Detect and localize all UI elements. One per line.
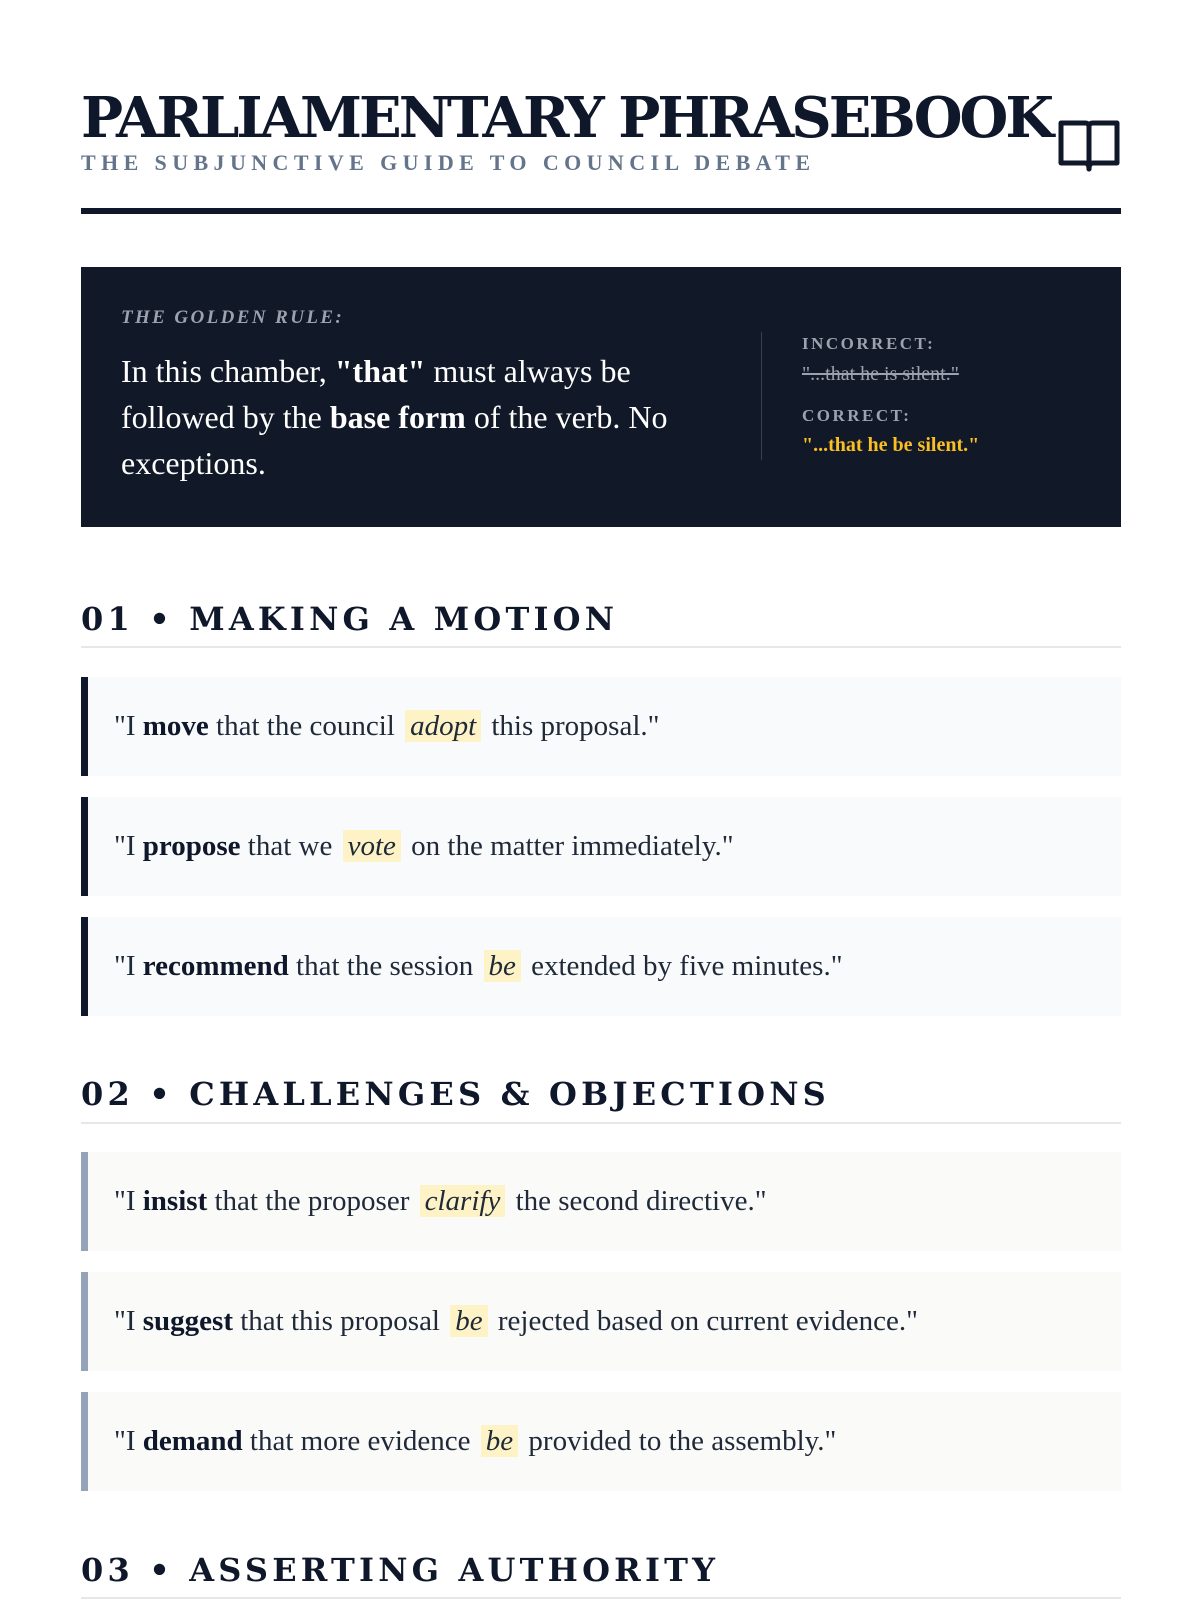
section-heading: 01 • MAKING A MOTION	[81, 600, 619, 638]
section-divider	[81, 646, 1121, 648]
header-divider	[81, 208, 1121, 214]
phrase-text	[114, 1152, 767, 1251]
phrase-card	[81, 677, 1121, 776]
phrase-verb: demand	[142, 1425, 243, 1457]
subjunctive-highlight: clarify	[420, 1185, 506, 1217]
phrase-middle: that this proposal	[232, 1305, 448, 1337]
phrase-text	[114, 797, 734, 896]
subjunctive-highlight: adopt	[405, 710, 481, 742]
phrase-open: "I	[114, 1425, 143, 1457]
phrase-verb: propose	[142, 830, 241, 862]
rule-keyword-that: "that"	[334, 353, 426, 389]
phrase-verb: suggest	[142, 1305, 233, 1337]
golden-rule-panel	[81, 267, 1121, 527]
phrase-middle: that more evidence	[242, 1425, 478, 1457]
rule-text-part: In this chamber,	[121, 353, 335, 389]
phrase-middle: that the council	[208, 710, 403, 742]
section-divider	[81, 1122, 1121, 1124]
phrase-end: the second directive."	[508, 1185, 767, 1217]
section-divider	[81, 1597, 1121, 1599]
open-book-icon	[1057, 117, 1121, 175]
correct-label: CORRECT:	[802, 406, 912, 425]
rule-text-part: of the verb. No exceptions.	[121, 399, 668, 481]
phrase-card	[81, 1392, 1121, 1491]
phrase-open: "I	[114, 950, 143, 982]
phrase-verb: insist	[142, 1185, 208, 1217]
phrase-card	[81, 917, 1121, 1016]
incorrect-label: INCORRECT:	[802, 334, 936, 353]
phrase-card	[81, 1272, 1121, 1371]
phrase-open: "I	[114, 830, 143, 862]
phrase-end: rejected based on current evidence."	[490, 1305, 918, 1337]
phrase-text	[114, 917, 843, 1016]
phrase-text	[114, 677, 659, 776]
page-subtitle: THE SUBJUNCTIVE GUIDE TO COUNCIL DEBATE	[81, 150, 816, 175]
golden-rule-label: THE GOLDEN RULE:	[121, 307, 345, 328]
phrase-end: on the matter immediately."	[403, 830, 734, 862]
page-header	[81, 84, 1121, 214]
golden-rule-text	[121, 348, 721, 486]
page-title: PARLIAMENTARY PHRASEBOOK	[81, 85, 1051, 151]
phrase-text	[114, 1392, 836, 1491]
phrase-open: "I	[114, 1185, 143, 1217]
phrase-end: this proposal."	[484, 710, 660, 742]
phrase-text	[114, 1272, 918, 1371]
phrase-verb: move	[142, 710, 209, 742]
rule-divider	[761, 332, 762, 460]
phrase-open: "I	[114, 710, 143, 742]
section-heading: 03 • ASSERTING AUTHORITY	[81, 1551, 720, 1589]
phrase-card	[81, 797, 1121, 896]
phrase-open: "I	[114, 1305, 143, 1337]
subjunctive-highlight: be	[481, 1425, 518, 1457]
rule-keyword-base-form: base form	[329, 399, 466, 435]
phrase-end: extended by five minutes."	[523, 950, 843, 982]
phrase-verb: recommend	[142, 950, 289, 982]
rule-text-part: must always be followed by the	[121, 353, 631, 435]
phrase-end: provided to the assembly."	[521, 1425, 837, 1457]
section-heading: 02 • CHALLENGES & OBJECTIONS	[81, 1075, 830, 1113]
incorrect-example: "...that he is silent."	[802, 363, 959, 385]
phrase-middle: that the proposer	[207, 1185, 417, 1217]
subjunctive-highlight: be	[450, 1305, 487, 1337]
phrase-card	[81, 1152, 1121, 1251]
phrase-middle: that the session	[288, 950, 481, 982]
subjunctive-highlight: be	[484, 950, 521, 982]
phrase-middle: that we	[240, 830, 340, 862]
correct-example: "...that he be silent."	[802, 434, 980, 456]
subjunctive-highlight: vote	[343, 830, 401, 862]
